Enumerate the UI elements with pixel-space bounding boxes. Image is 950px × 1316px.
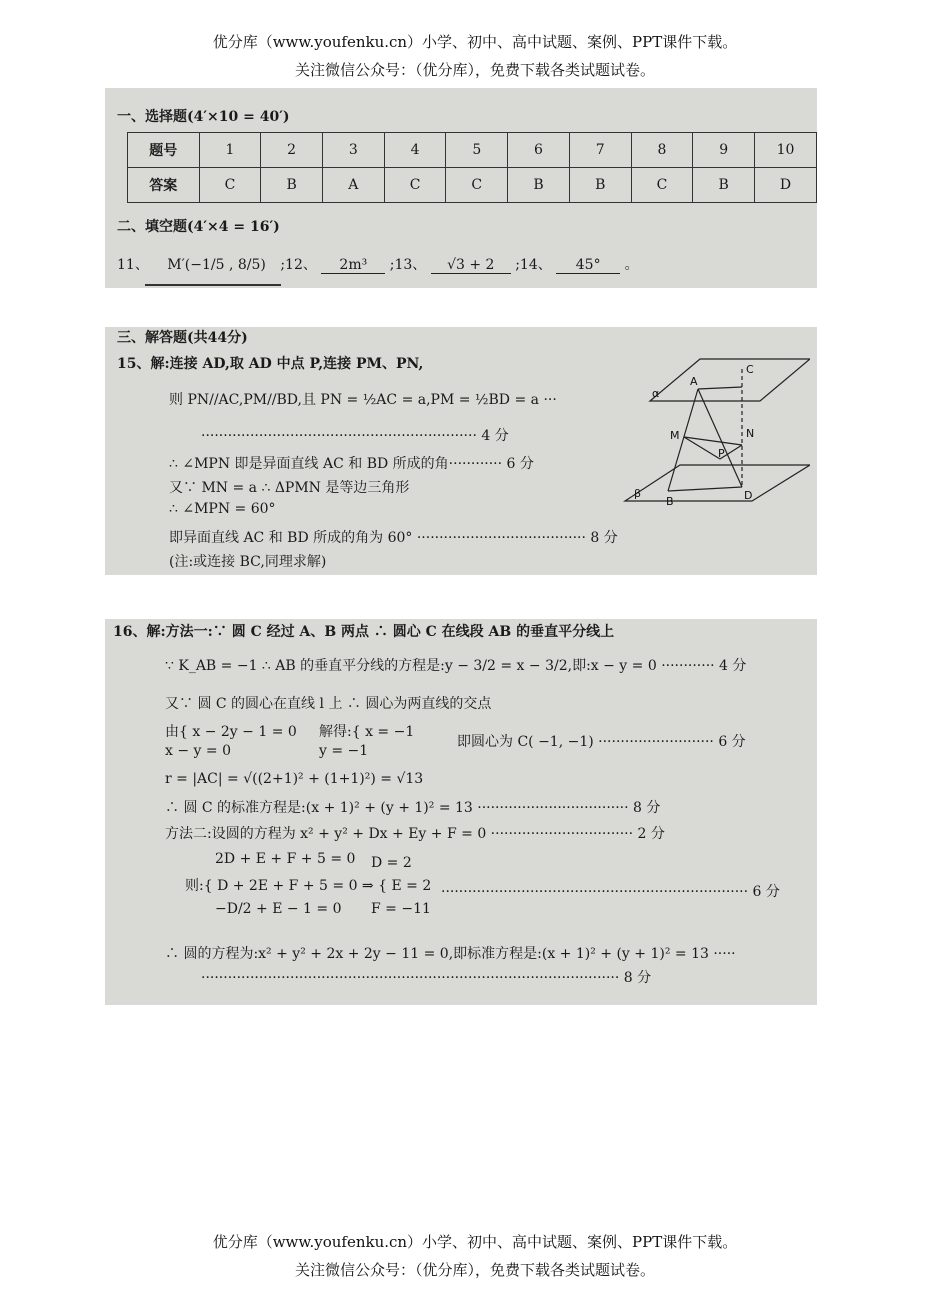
q16-line-5: r = |AC| = √((2+1)² + (1+1)²) = √13: [165, 771, 424, 787]
table-cell: B: [508, 168, 570, 203]
table-cell: 2: [261, 133, 323, 168]
footer-line-1: 优分库（www.youfenku.cn）小学、初中、高中试题、案例、PPT课件下载。: [212, 1233, 738, 1251]
q16-line-3: 又∵ 圆 C 的圆心在直线 l 上 ∴ 圆心为两直线的交点: [165, 696, 492, 712]
table-cell: 10: [755, 133, 817, 168]
underline-rule: [145, 284, 281, 286]
segment-AC: [698, 387, 742, 389]
q12-label: ;12、: [280, 257, 317, 273]
header-line-2: 关注微信公众号：（优分库），免费下载各类试题试卷。: [294, 61, 655, 79]
q11-label: 11、: [117, 257, 149, 273]
section3-title: 三、解答题(共44分): [117, 330, 248, 346]
segment-AD: [698, 389, 742, 487]
table-cell: A: [323, 168, 385, 203]
fill-in-answers: [117, 254, 639, 274]
table-cell: 8: [631, 133, 693, 168]
q16-line-10: ······························································································ 8 分: [201, 970, 652, 986]
plane-beta: [625, 465, 810, 501]
table-cell: C: [446, 168, 508, 203]
answer-table: [127, 132, 817, 203]
table-cell: B: [569, 168, 631, 203]
spatial-geometry-figure: [620, 349, 810, 509]
q15-line-1: 15、解:连接 AD,取 AD 中点 P,连接 PM、PN,: [117, 356, 424, 372]
q11-answer: M′(−1/5 , 8/5): [167, 257, 266, 273]
table-cell: 7: [569, 133, 631, 168]
table-cell: D: [755, 168, 817, 203]
q15-line-5: 又∵ MN = a ∴ ΔPMN 是等边三角形: [169, 480, 410, 496]
q16-line-6: ∴ 圆 C 的标准方程是:(x + 1)² + (y + 1)² = 13 ·································· 8 分: [165, 800, 661, 816]
q13-answer: √3 + 2: [431, 257, 511, 274]
q14-label: ;14、: [515, 257, 552, 273]
q16-line-8b: 则:{ D + 2E + F + 5 = 0 ⇒ { E = 2: [185, 878, 432, 894]
q14-answer: 45°: [556, 257, 620, 274]
table-cell: 5: [446, 133, 508, 168]
q13-label: ;13、: [389, 257, 427, 273]
q16-line-8d: D = 2: [371, 855, 412, 871]
label-M: M: [670, 429, 680, 442]
table-cell: B: [693, 168, 755, 203]
q16-line-7: 方法二:设圆的方程为 x² + y² + Dx + Ey + F = 0 ································ 2 分: [165, 826, 665, 842]
q16-line-4c: 解得:{ x = −1: [319, 724, 415, 740]
q16-line-8a: 2D + E + F + 5 = 0: [215, 851, 356, 867]
label-A: A: [690, 375, 698, 388]
q16-line-8e: F = −11: [371, 901, 431, 917]
segment-MN: [684, 437, 742, 445]
q16-line-1: 16、解:方法一:∵ 圆 C 经过 A、B 两点 ∴ 圆心 C 在线段 AB 的垂直平分线上: [113, 624, 615, 640]
q16-line-4d: y = −1: [319, 743, 369, 759]
table-cell: 6: [508, 133, 570, 168]
q14-end: 。: [624, 257, 639, 273]
label-C: C: [746, 363, 754, 376]
q16-line-8c: −D/2 + E − 1 = 0: [215, 901, 342, 917]
table-cell: 4: [384, 133, 446, 168]
q16-line-9: ∴ 圆的方程为:x² + y² + 2x + 2y − 11 = 0,即标准方程是:(x + 1)² + (y + 1)² = 13 ·····: [165, 946, 736, 962]
table-cell: C: [384, 168, 446, 203]
footer-line-2: 关注微信公众号：（优分库），免费下载各类试题试卷。: [294, 1261, 655, 1279]
q15-line-2: 则 PN//AC,PM//BD,且 PN = ½AC = a,PM = ½BD = a ···: [169, 392, 557, 408]
label-alpha: α: [652, 387, 660, 400]
label-D: D: [744, 489, 753, 502]
header-line-1: 优分库（www.youfenku.cn）小学、初中、高中试题、案例、PPT课件下载。: [212, 33, 738, 51]
table-head-answer: 答案: [128, 168, 200, 203]
table-cell: 1: [199, 133, 261, 168]
plane-alpha: [650, 359, 810, 401]
q15-line-3: ······························································ 4 分: [201, 428, 509, 444]
table-cell: B: [261, 168, 323, 203]
label-P: P: [718, 447, 725, 460]
q15-line-8: (注:或连接 BC,同理求解): [169, 554, 327, 570]
table-cell: 3: [323, 133, 385, 168]
answer-photo-2: [105, 327, 817, 575]
table-cell: C: [199, 168, 261, 203]
q16-line-4e: 即圆心为 C( −1, −1) ·························· 6 分: [457, 734, 746, 750]
label-N: N: [746, 427, 755, 440]
label-B: B: [666, 495, 674, 508]
answer-photo-3: [105, 619, 817, 1005]
segment-MP: [684, 437, 720, 459]
q12-answer: 2m³: [321, 257, 385, 274]
q16-line-2: ∵ K_AB = −1 ∴ AB 的垂直平分线的方程是:y − 3/2 = x − 3/2,即:x − y = 0 ············ 4 分: [165, 658, 747, 674]
table-cell: 9: [693, 133, 755, 168]
section1-title: 一、选择题(4′×10 = 40′): [117, 109, 290, 125]
q16-line-4a: 由{ x − 2y − 1 = 0: [165, 724, 297, 740]
label-beta: β: [634, 487, 642, 500]
table-cell: C: [631, 168, 693, 203]
q16-line-8f: ····································································· 6 分: [441, 884, 780, 900]
q15-line-7: 即异面直线 AC 和 BD 所成的角为 60° ······································ 8 分: [169, 530, 618, 546]
segment-BD: [668, 487, 742, 491]
q15-line-6: ∴ ∠MPN = 60°: [169, 501, 276, 517]
q15-line-4: ∴ ∠MPN 即是异面直线 AC 和 BD 所成的角············ 6 分: [169, 456, 534, 472]
q16-line-4b: x − y = 0: [165, 743, 231, 759]
answer-photo-1: [105, 88, 817, 288]
section2-title: 二、填空题(4′×4 = 16′): [117, 219, 280, 235]
table-head-number: 题号: [128, 133, 200, 168]
